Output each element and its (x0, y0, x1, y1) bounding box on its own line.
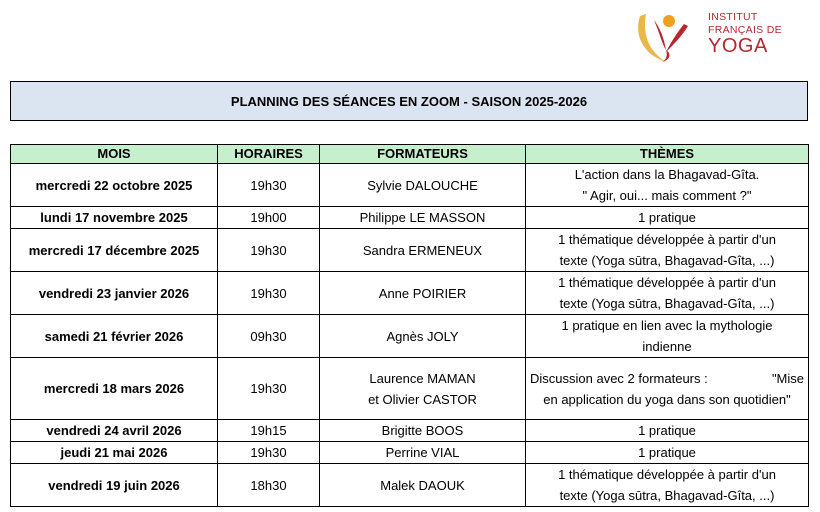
cell-formateur: Philippe LE MASSON (320, 207, 526, 229)
theme-line: texte (Yoga sūtra, Bhagavad-Gîta, ...) (559, 296, 775, 311)
logo-line-3: YOGA (708, 35, 768, 57)
cell-formateur: Sylvie DALOUCHE (320, 164, 526, 207)
cell-mois: vendredi 24 avril 2026 (11, 420, 218, 442)
header-row (11, 145, 809, 164)
cell-formateur (320, 358, 526, 420)
theme-line: en application du yoga dans son quotidien" (543, 391, 791, 407)
table-row (11, 315, 809, 358)
cell-theme (526, 464, 809, 507)
theme-part: Discussion avec 2 formateurs : (530, 370, 708, 386)
table-row (11, 164, 809, 207)
theme-part: "Mise (771, 370, 804, 386)
cell-theme (526, 358, 809, 420)
theme-line: L'action dans la Bhagavad-Gîta. (574, 167, 760, 182)
cell-theme: 1 pratique (526, 442, 809, 464)
theme-line: texte (Yoga sūtra, Bhagavad-Gîta, ...) (559, 253, 775, 268)
table-row (11, 464, 809, 507)
formateur-line: et Olivier CASTOR (368, 391, 477, 407)
cell-mois: mercredi 17 décembre 2025 (11, 229, 218, 272)
cell-horaire: 18h30 (218, 464, 320, 507)
header-themes: THÈMES (526, 145, 809, 164)
cell-theme: 1 pratique (526, 207, 809, 229)
cell-horaire: 19h30 (218, 442, 320, 464)
cell-theme (526, 315, 809, 358)
cell-formateur: Malek DAOUK (320, 464, 526, 507)
cell-formateur: Brigitte BOOS (320, 420, 526, 442)
cell-mois: mercredi 18 mars 2026 (11, 358, 218, 420)
cell-mois: samedi 21 février 2026 (11, 315, 218, 358)
cell-mois: vendredi 23 janvier 2026 (11, 272, 218, 315)
header-horaires: HORAIRES (218, 145, 320, 164)
cell-formateur: Agnès JOLY (320, 315, 526, 358)
cell-formateur: Sandra ERMENEUX (320, 229, 526, 272)
planning-table (10, 144, 809, 507)
cell-horaire: 19h30 (218, 272, 320, 315)
cell-theme (526, 229, 809, 272)
cell-mois: jeudi 21 mai 2026 (11, 442, 218, 464)
cell-horaire: 19h15 (218, 420, 320, 442)
cell-theme: 1 pratique (526, 420, 809, 442)
theme-line: 1 thématique développée à partir d'un (558, 232, 776, 247)
cell-formateur: Anne POIRIER (320, 272, 526, 315)
table-row (11, 229, 809, 272)
table-row (11, 358, 809, 420)
theme-line (530, 368, 804, 389)
theme-line: texte (Yoga sūtra, Bhagavad-Gîta, ...) (559, 488, 775, 503)
header-formateurs: FORMATEURS (320, 145, 526, 164)
theme-line: 1 thématique développée à partir d'un (558, 467, 776, 482)
theme-line: indienne (642, 339, 692, 354)
formateur-line: Laurence MAMAN (369, 370, 476, 386)
table-row (11, 420, 809, 442)
page-title: PLANNING DES SÉANCES EN ZOOM - SAISON 2025-2026 (230, 93, 588, 109)
logo-line-2: FRANÇAIS DE (708, 23, 782, 36)
cell-formateur: Perrine VIAL (320, 442, 526, 464)
cell-theme (526, 164, 809, 207)
cell-mois: lundi 17 novembre 2025 (11, 207, 218, 229)
cell-horaire: 19h00 (218, 207, 320, 229)
cell-horaire: 19h30 (218, 164, 320, 207)
yoga-figure-icon (632, 4, 704, 64)
cell-mois: mercredi 22 octobre 2025 (11, 164, 218, 207)
cell-horaire: 09h30 (218, 315, 320, 358)
table-row (11, 207, 809, 229)
theme-line: 1 thématique développée à partir d'un (558, 275, 776, 290)
logo-line-1: INSTITUT (708, 11, 758, 23)
cell-horaire: 19h30 (218, 229, 320, 272)
theme-line: 1 pratique en lien avec la mythologie (561, 318, 773, 333)
cell-horaire: 19h30 (218, 358, 320, 420)
theme-line: " Agir, oui... mais comment ?" (582, 188, 752, 203)
cell-theme (526, 272, 809, 315)
title-box (10, 81, 808, 121)
table-row (11, 442, 809, 464)
header-mois: MOIS (11, 145, 218, 164)
institut-logo (632, 4, 792, 64)
table-row (11, 272, 809, 315)
cell-mois: vendredi 19 juin 2026 (11, 464, 218, 507)
